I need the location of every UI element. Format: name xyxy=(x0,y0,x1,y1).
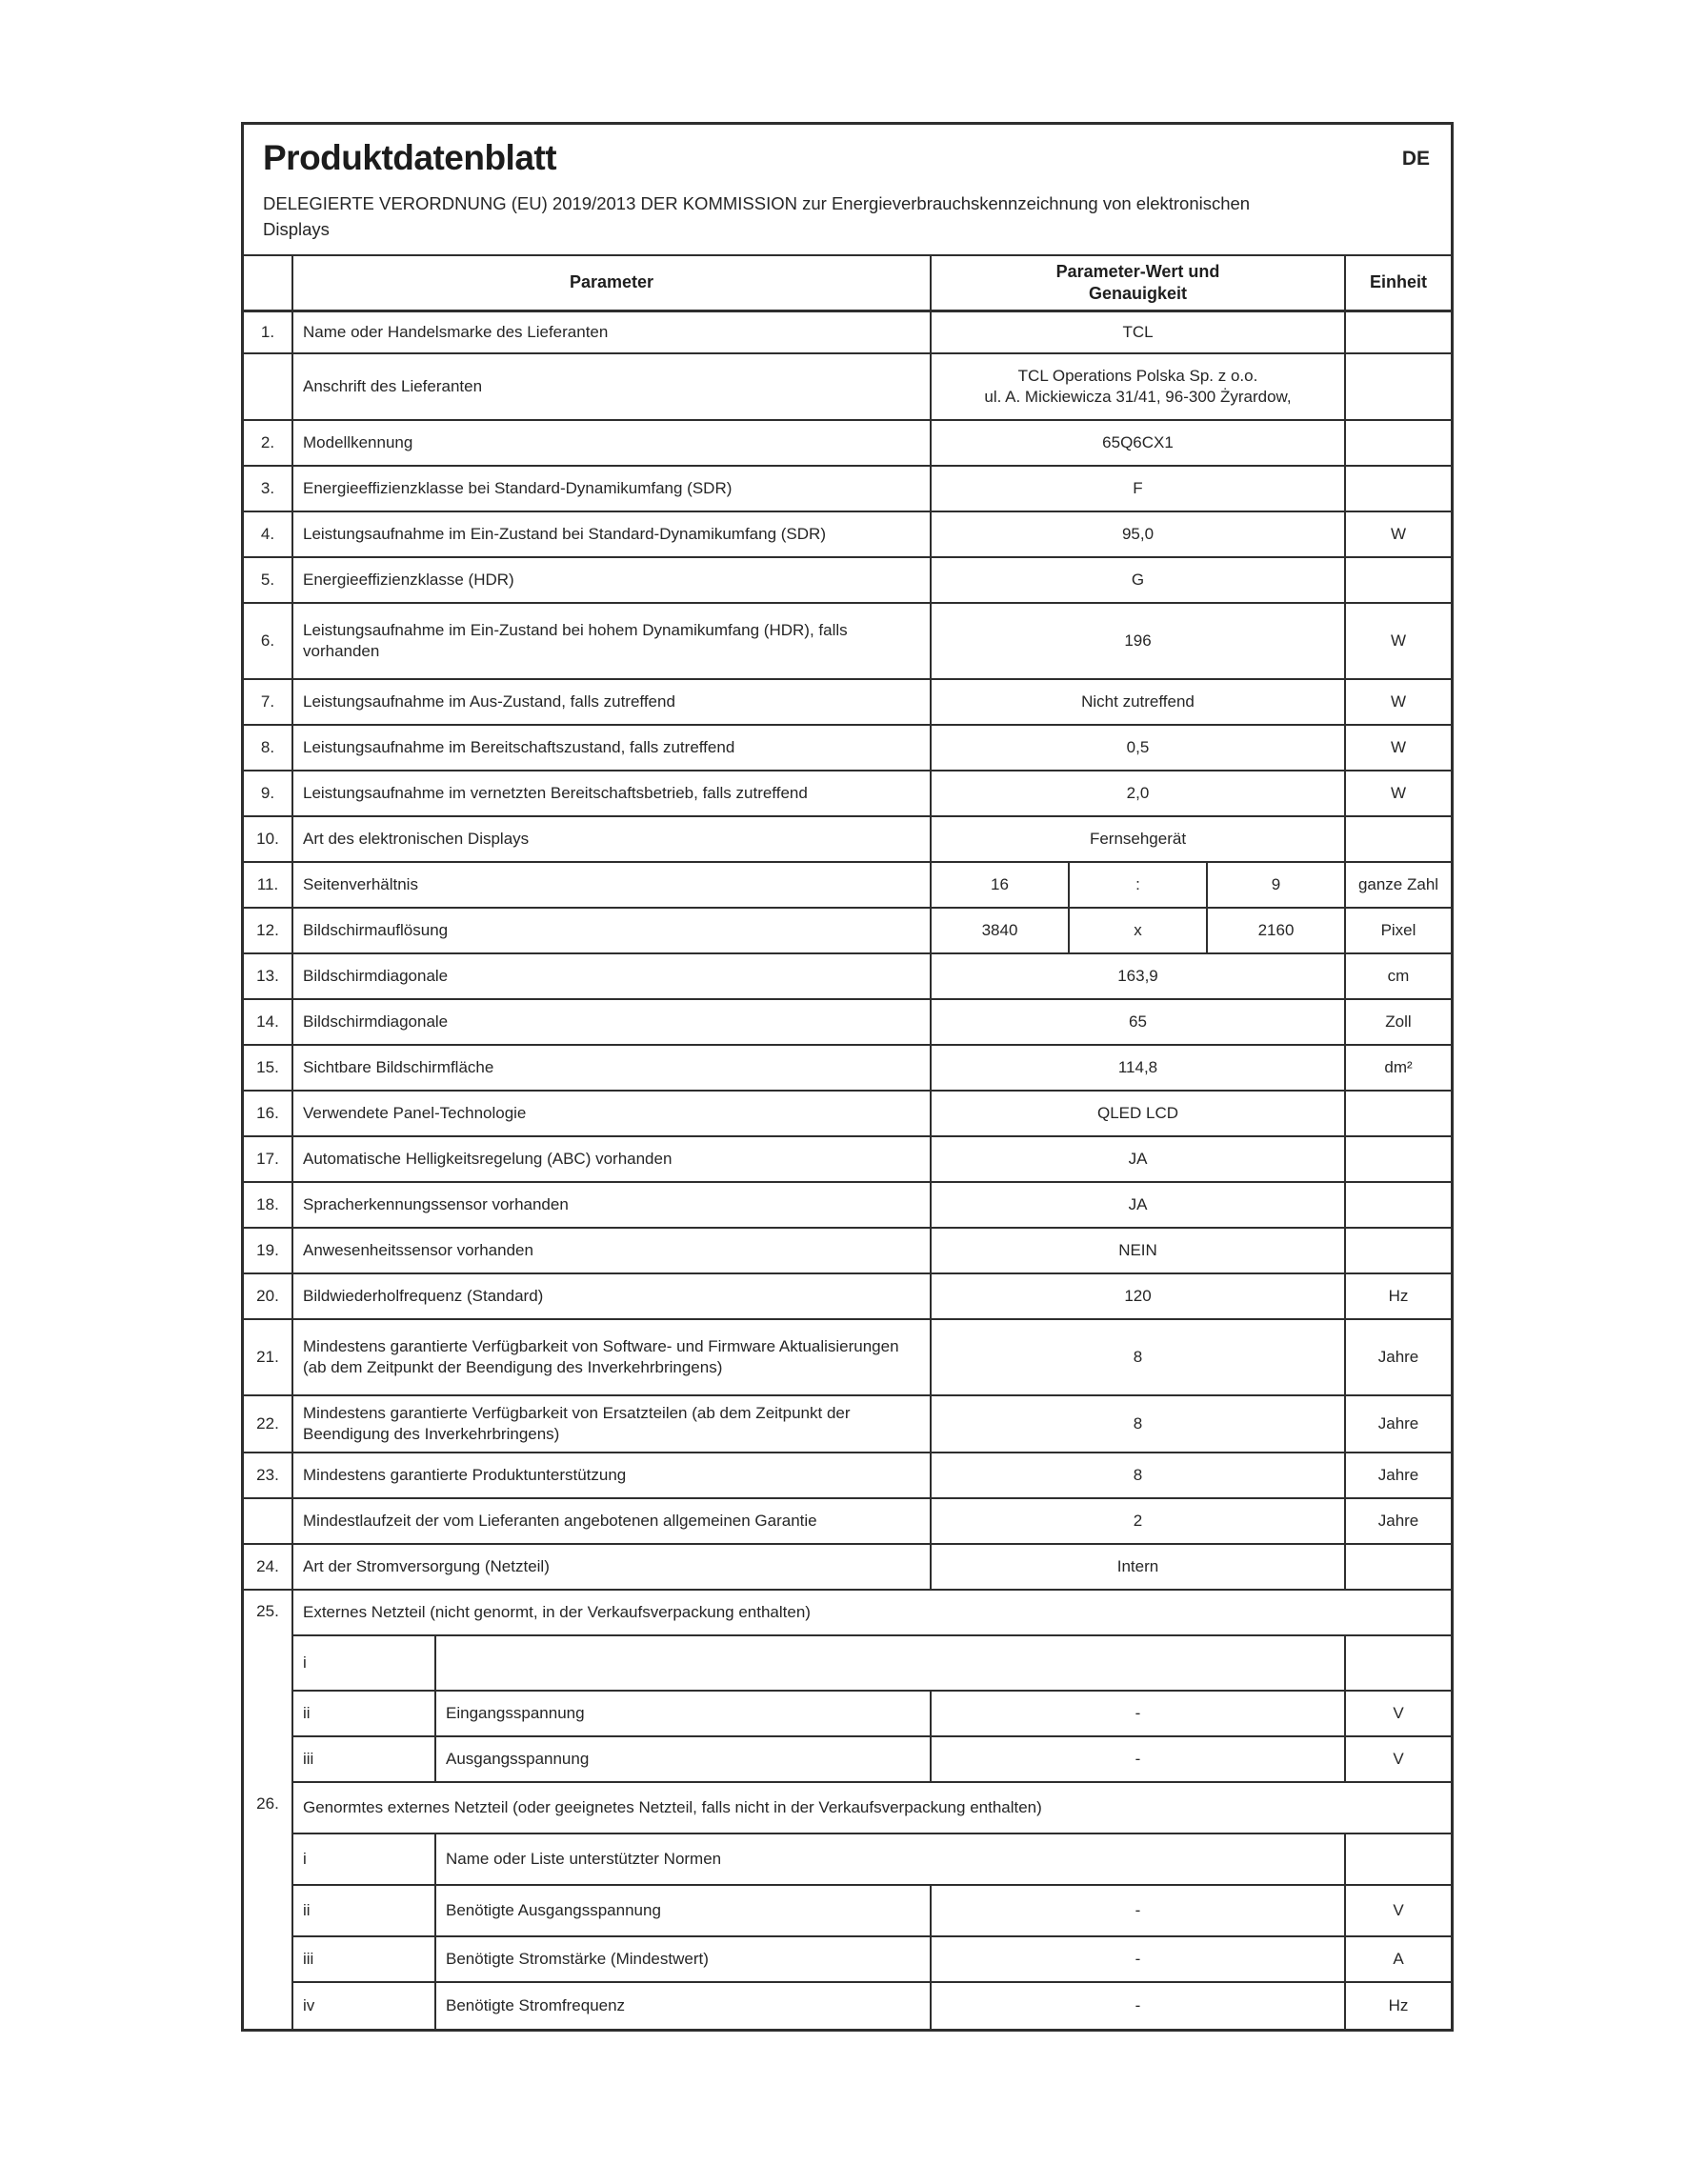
unit-value: Hz xyxy=(1388,1996,1409,2015)
table-row xyxy=(244,954,1451,1000)
table-row xyxy=(244,467,1451,512)
unit-value: Hz xyxy=(1388,1287,1409,1306)
unit-value: V xyxy=(1393,1750,1404,1769)
parameter-value: 95,0 xyxy=(932,512,1346,556)
table-row xyxy=(244,1396,1451,1453)
row-number: 18. xyxy=(244,1183,293,1227)
parameter-value: 0,5 xyxy=(932,726,1346,770)
table-row xyxy=(244,1545,1451,1591)
parameter-value: NEIN xyxy=(932,1229,1346,1272)
unit-value xyxy=(1346,1229,1451,1272)
parameter-value: 196 xyxy=(932,604,1346,678)
unit-value: W xyxy=(1390,692,1407,711)
row-number: 16. xyxy=(244,1092,293,1135)
parameter-value: 2 xyxy=(932,1499,1346,1543)
sub-row xyxy=(293,1937,1451,1983)
row-number: 14. xyxy=(244,1000,293,1044)
row-number: 23. xyxy=(244,1453,293,1497)
table-row xyxy=(244,312,1451,354)
table-row xyxy=(244,1499,1451,1545)
row-number: 6. xyxy=(244,604,293,678)
roman-index: ii xyxy=(293,1886,436,1935)
unit-value: Zoll xyxy=(1385,1012,1412,1032)
sub-label-wide: Name oder Liste unterstützter Normen xyxy=(436,1834,1346,1884)
roman-index: iii xyxy=(293,1737,436,1781)
resolution-separator: x xyxy=(1070,909,1208,952)
unit-value: V xyxy=(1393,1901,1404,1920)
header-unit: Einheit xyxy=(1369,272,1427,292)
table-row xyxy=(244,1229,1451,1274)
unit-value: W xyxy=(1390,631,1407,651)
row-number: 12. xyxy=(244,909,293,952)
unit-value xyxy=(1346,1137,1451,1181)
aspect-ratio-separator: : xyxy=(1070,863,1208,907)
sub-label: Eingangsspannung xyxy=(436,1692,932,1735)
table-row xyxy=(244,1274,1451,1320)
header-value: Parameter-Wert und Genauigkeit xyxy=(932,256,1346,311)
roman-index: iv xyxy=(293,1983,436,2029)
sub-row xyxy=(293,1983,1451,2029)
product-datasheet xyxy=(241,122,1454,2032)
parameter-label: Leistungsaufnahme im Ein-Zustand bei hohem Dynamikumfang (HDR), falls vorhanden xyxy=(293,604,932,678)
row-number: 2. xyxy=(244,421,293,465)
parameter-label: Leistungsaufnahme im Bereitschaftszustand, falls zutreffend xyxy=(293,726,932,770)
unit-value xyxy=(1346,1545,1451,1589)
parameter-label: Leistungsaufnahme im Aus-Zustand, falls zutreffend xyxy=(293,680,932,724)
row-group-26 xyxy=(244,1783,1451,2029)
parameter-value: 8 xyxy=(932,1320,1346,1394)
parameter-value xyxy=(932,354,1346,419)
unit-value: Pixel xyxy=(1380,921,1416,940)
row-number: 8. xyxy=(244,726,293,770)
unit-value xyxy=(1346,467,1451,511)
parameter-label: Bildschirmauflösung xyxy=(293,909,932,952)
table-row xyxy=(244,604,1451,680)
section-label: Genormtes externes Netzteil (oder geeignetes Netzteil, falls nicht in der Verkaufsverpackung enthalten) xyxy=(303,1798,1042,1817)
regulation-subtitle-line1: DELEGIERTE VERORDNUNG (EU) 2019/2013 DER KOMMISSION zur Energieverbrauchskennzeichnung von elektronischen xyxy=(263,193,1251,213)
row-number: 15. xyxy=(244,1046,293,1090)
parameter-label: Sichtbare Bildschirmfläche xyxy=(293,1046,932,1090)
parameter-label: Leistungsaufnahme im Ein-Zustand bei Standard-Dynamikumfang (SDR) xyxy=(293,512,932,556)
parameter-value: 2,0 xyxy=(932,771,1346,815)
unit-value xyxy=(1346,421,1451,465)
parameter-label: Name oder Handelsmarke des Lieferanten xyxy=(293,312,932,352)
sub-value: - xyxy=(932,1886,1346,1935)
parameter-value: JA xyxy=(932,1137,1346,1181)
row-number: 20. xyxy=(244,1274,293,1318)
parameter-label: Verwendete Panel-Technologie xyxy=(293,1092,932,1135)
regulation-subtitle xyxy=(263,191,1430,243)
parameter-table xyxy=(244,256,1451,2030)
row-number: 7. xyxy=(244,680,293,724)
parameter-value: 163,9 xyxy=(932,954,1346,998)
parameter-value: 8 xyxy=(932,1396,1346,1452)
unit-value: V xyxy=(1393,1704,1404,1723)
parameter-label: Seitenverhältnis xyxy=(293,863,932,907)
row-number: 26. xyxy=(244,1783,293,2029)
sub-value: - xyxy=(932,1692,1346,1735)
table-header-row xyxy=(244,256,1451,313)
parameter-value: 65Q6CX1 xyxy=(932,421,1346,465)
unit-value xyxy=(1346,1092,1451,1135)
sub-value: - xyxy=(932,1983,1346,2029)
parameter-label: Energieeffizienzklasse bei Standard-Dynamikumfang (SDR) xyxy=(293,467,932,511)
aspect-ratio-width: 16 xyxy=(932,863,1070,907)
parameter-value: F xyxy=(932,467,1346,511)
parameter-label: Leistungsaufnahme im vernetzten Bereitschaftsbetrieb, falls zutreffend xyxy=(293,771,932,815)
page-title: Produktdatenblatt xyxy=(263,138,557,177)
parameter-label: Modellkennung xyxy=(293,421,932,465)
parameter-label: Mindestens garantierte Verfügbarkeit von Ersatzteilen (ab dem Zeitpunkt der Beendigung des Inverkehrbringens) xyxy=(293,1396,932,1452)
table-row xyxy=(244,680,1451,726)
row-group-25 xyxy=(244,1591,1451,1783)
unit-value xyxy=(1346,312,1451,352)
table-row xyxy=(244,1137,1451,1183)
row-number: 19. xyxy=(244,1229,293,1272)
table-row xyxy=(244,354,1451,421)
supplier-address: ul. A. Mickiewicza 31/41, 96-300 Żyrardow, xyxy=(984,388,1292,407)
table-row xyxy=(244,558,1451,604)
parameter-label: Spracherkennungssensor vorhanden xyxy=(293,1183,932,1227)
title-block xyxy=(244,125,1451,256)
roman-index: i xyxy=(293,1834,436,1884)
parameter-label: Automatische Helligkeitsregelung (ABC) vorhanden xyxy=(293,1137,932,1181)
table-row xyxy=(244,909,1451,954)
roman-index: i xyxy=(293,1636,436,1690)
table-row xyxy=(244,817,1451,863)
row-number: 17. xyxy=(244,1137,293,1181)
aspect-ratio-height: 9 xyxy=(1208,863,1346,907)
resolution-width: 3840 xyxy=(932,909,1070,952)
parameter-value: Fernsehgerät xyxy=(932,817,1346,861)
sub-label: Benötigte Stromfrequenz xyxy=(436,1983,932,2029)
unit-value: Jahre xyxy=(1377,1512,1419,1531)
unit-value: Jahre xyxy=(1377,1466,1419,1485)
unit-value: dm² xyxy=(1384,1058,1413,1077)
parameter-label: Anschrift des Lieferanten xyxy=(293,354,932,419)
row-number: 5. xyxy=(244,558,293,602)
row-number: 4. xyxy=(244,512,293,556)
table-row xyxy=(244,1092,1451,1137)
parameter-label: Anwesenheitssensor vorhanden xyxy=(293,1229,932,1272)
sub-label: Benötigte Stromstärke (Mindestwert) xyxy=(436,1937,932,1981)
parameter-label: Bildschirmdiagonale xyxy=(293,1000,932,1044)
unit-value: ganze Zahl xyxy=(1357,875,1439,894)
header-number-cell xyxy=(244,256,293,311)
parameter-label: Bildwiederholfrequenz (Standard) xyxy=(293,1274,932,1318)
sub-value: - xyxy=(932,1937,1346,1981)
sub-row xyxy=(293,1692,1451,1737)
table-row xyxy=(244,771,1451,817)
sub-value: - xyxy=(932,1737,1346,1781)
language-code: DE xyxy=(1401,148,1430,170)
section-row xyxy=(293,1591,1451,1636)
parameter-value: 8 xyxy=(932,1453,1346,1497)
sub-label: Benötigte Ausgangsspannung xyxy=(436,1886,932,1935)
supplier-name: TCL Operations Polska Sp. z o.o. xyxy=(1017,367,1258,386)
row-number xyxy=(244,1499,293,1543)
table-row xyxy=(244,1046,1451,1092)
sub-row xyxy=(293,1886,1451,1937)
unit-value: W xyxy=(1390,738,1407,757)
parameter-value: 65 xyxy=(932,1000,1346,1044)
table-row xyxy=(244,1320,1451,1396)
row-number: 3. xyxy=(244,467,293,511)
parameter-value: G xyxy=(932,558,1346,602)
row-number: 1. xyxy=(244,312,293,352)
sub-row xyxy=(293,1636,1451,1692)
sub-row xyxy=(293,1834,1451,1886)
row-number: 24. xyxy=(244,1545,293,1589)
parameter-label: Art des elektronischen Displays xyxy=(293,817,932,861)
parameter-label: Mindestens garantierte Verfügbarkeit von Software- und Firmware Aktualisierungen (ab dem Zeitpunkt der Beendigung des Inverkehrbringens) xyxy=(293,1320,932,1394)
table-row xyxy=(244,1000,1451,1046)
table-row xyxy=(244,863,1451,909)
section-label: Externes Netzteil (nicht genormt, in der Verkaufsverpackung enthalten) xyxy=(303,1603,811,1622)
parameter-value: Nicht zutreffend xyxy=(932,680,1346,724)
parameter-value: 114,8 xyxy=(932,1046,1346,1090)
roman-index: ii xyxy=(293,1692,436,1735)
table-row xyxy=(244,1453,1451,1499)
row-number: 11. xyxy=(244,863,293,907)
table-row xyxy=(244,726,1451,771)
row-number: 10. xyxy=(244,817,293,861)
sub-label: Ausgangsspannung xyxy=(436,1737,932,1781)
parameter-label: Energieeffizienzklasse (HDR) xyxy=(293,558,932,602)
parameter-value: TCL xyxy=(932,312,1346,352)
parameter-value: Intern xyxy=(932,1545,1346,1589)
unit-value: Jahre xyxy=(1377,1414,1419,1433)
unit-value xyxy=(1346,1834,1451,1884)
parameter-label: Art der Stromversorgung (Netzteil) xyxy=(293,1545,932,1589)
parameter-label: Bildschirmdiagonale xyxy=(293,954,932,998)
table-row xyxy=(244,1183,1451,1229)
table-row xyxy=(244,512,1451,558)
row-number: 25. xyxy=(244,1591,293,1783)
header-parameter: Parameter xyxy=(293,256,932,311)
parameter-label: Mindestlaufzeit der vom Lieferanten angebotenen allgemeinen Garantie xyxy=(293,1499,932,1543)
unit-value: cm xyxy=(1387,967,1410,986)
parameter-value: 120 xyxy=(932,1274,1346,1318)
unit-value xyxy=(1346,817,1451,861)
row-number: 22. xyxy=(244,1396,293,1452)
unit-value xyxy=(1346,354,1451,419)
row-number: 13. xyxy=(244,954,293,998)
resolution-height: 2160 xyxy=(1208,909,1346,952)
row-number xyxy=(244,354,293,419)
unit-value: Jahre xyxy=(1377,1348,1419,1367)
row-number: 9. xyxy=(244,771,293,815)
unit-value xyxy=(1346,1636,1451,1690)
unit-value: W xyxy=(1390,784,1407,803)
table-row xyxy=(244,421,1451,467)
sub-label-wide xyxy=(436,1636,1346,1690)
unit-value: W xyxy=(1390,525,1407,544)
unit-value xyxy=(1346,558,1451,602)
sub-row xyxy=(293,1737,1451,1783)
parameter-value: QLED LCD xyxy=(932,1092,1346,1135)
unit-value: A xyxy=(1393,1950,1404,1969)
roman-index: iii xyxy=(293,1937,436,1981)
parameter-label: Mindestens garantierte Produktunterstützung xyxy=(293,1453,932,1497)
section-row xyxy=(293,1783,1451,1834)
row-number: 21. xyxy=(244,1320,293,1394)
unit-value xyxy=(1346,1183,1451,1227)
parameter-value: JA xyxy=(932,1183,1346,1227)
regulation-subtitle-line2: Displays xyxy=(263,218,330,239)
